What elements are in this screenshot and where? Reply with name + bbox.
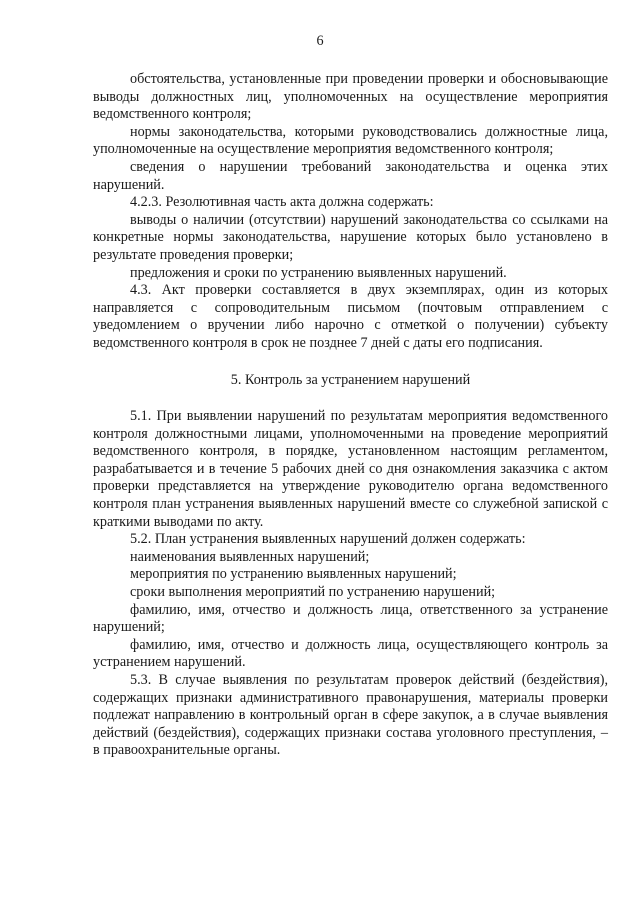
- paragraph: выводы о наличии (отсутствии) нарушений законодательства со ссылками на конкретные нормы законодательства, нарушение которых было установлено в результате проведения проверки;: [93, 211, 608, 263]
- paragraph: фамилию, имя, отчество и должность лица, осуществляющего контроль за устранением нарушений.: [93, 636, 608, 671]
- paragraph: нормы законодательства, которыми руководствовались должностные лица, уполномоченные на осуществление мероприятия ведомственного контроля;: [93, 123, 608, 158]
- paragraph: 4.2.3. Резолютивная часть акта должна содержать:: [130, 194, 434, 211]
- paragraph: 5.2. План устранения выявленных нарушений должен содержать:: [130, 531, 526, 548]
- paragraph: предложения и сроки по устранению выявленных нарушений.: [130, 264, 507, 281]
- paragraph: сведения о нарушении требований законодательства и оценка этих нарушений.: [93, 158, 608, 193]
- paragraph: наименования выявленных нарушений;: [130, 548, 370, 565]
- paragraph: фамилию, имя, отчество и должность лица, ответственного за устранение нарушений;: [93, 601, 608, 636]
- page-number: 6: [316, 33, 324, 49]
- section-heading: 5. Контроль за устранением нарушений: [230, 371, 471, 388]
- paragraph: мероприятия по устранению выявленных нарушений;: [130, 566, 457, 583]
- paragraph: 4.3. Акт проверки составляется в двух экземплярах, один из которых направляется с сопроводительным письмом (почтовым отправлением с уведомлением о вручении либо нарочно с отметкой о получении) субъекту ведомственного контроля в срок не позднее 7 дней с даты его подписания.: [93, 282, 608, 351]
- paragraph: обстоятельства, установленные при проведении проверки и обосновывающие выводы должностных лиц, уполномоченных на осуществление мероприятия ведомственного контроля;: [93, 71, 608, 123]
- paragraph: 5.1. При выявлении нарушений по результатам мероприятия ведомственного контроля должностными лицами, уполномоченными на проведение мероприятий ведомственного контроля, в порядке, установленном настоящим регламентом, разрабатывается и в течение 5 рабочих дней со дня ознакомления заказчика с актом проверки представляется на утверждение руководителю органа ведомственного контроля план устранения выявленных нарушений вместе со служебной запиской с краткими выводами по акту.: [93, 408, 608, 530]
- paragraph: сроки выполнения мероприятий по устранению нарушений;: [130, 584, 496, 601]
- paragraph: 5.3. В случае выявления по результатам проверок действий (бездействия), содержащих признаки административного правонарушения, материалы проверки подлежат направлению в контрольный орган в сфере закупок, а в случае выявления действий (бездействия), содержащих признаки состава уголовного преступления, – в правоохранительные органы.: [93, 672, 608, 759]
- document-body: [93, 71, 608, 760]
